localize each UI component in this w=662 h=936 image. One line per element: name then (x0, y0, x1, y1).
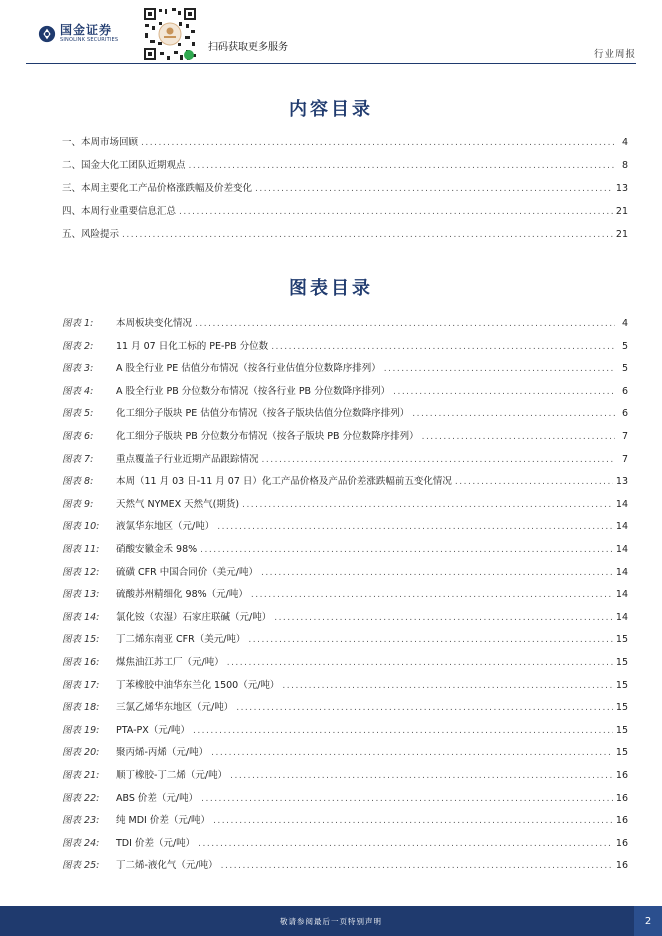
qr-caption: 扫码获取更多服务 (208, 42, 288, 53)
leader-dots (248, 635, 612, 645)
figure-entry-label: 图表 24: (62, 837, 100, 849)
figure-entry-page: 15 (615, 747, 628, 759)
figure-entry[interactable] (62, 654, 628, 668)
figure-entry[interactable] (62, 767, 628, 781)
brand-name-en: SINOLINK SECURITIES (60, 37, 119, 43)
figure-entry[interactable] (62, 699, 628, 713)
figure-entry-page: 16 (615, 815, 628, 827)
leader-dots (200, 545, 613, 555)
figure-entry-label: 图表 6: (62, 431, 94, 442)
figure-entry-label: 图表 7: (62, 453, 94, 465)
leader-dots (455, 477, 613, 487)
figure-entry-title: 11 月 07 日化工标的 PE-PB 分位数 (116, 340, 269, 352)
toc-entry[interactable] (62, 180, 628, 194)
toc-entry[interactable] (62, 226, 628, 240)
leader-dots (230, 771, 613, 781)
figure-entry[interactable] (62, 473, 628, 487)
figure-entry[interactable] (62, 360, 628, 374)
figure-entry-page: 14 (615, 566, 628, 578)
figure-entry-title: 顺丁橡胶-丁二烯（元/吨） (116, 770, 228, 781)
leader-dots (393, 387, 615, 397)
figure-entry-label: 图表 13: (62, 589, 100, 601)
figure-entry-title: 硝酸安徽金禾 98% (116, 544, 198, 555)
brand-name-cn: 国金证券 (60, 23, 113, 37)
figure-entry[interactable] (62, 383, 628, 397)
figure-entry-title: A 股全行业 PB 分位数分布情况（按各行业 PB 分位数降序排列） (116, 385, 391, 397)
figure-entry-page: 14 (615, 611, 628, 623)
figure-entry-page: 5 (621, 363, 628, 375)
leader-dots (221, 861, 613, 871)
leader-dots (189, 161, 615, 171)
figure-entry-title: 丁苯橡胶中油华东兰化 1500（元/吨） (116, 679, 280, 691)
figure-entry-page: 16 (615, 860, 628, 872)
leader-dots (261, 568, 613, 578)
figure-entry-label: 图表 14: (62, 611, 100, 623)
figure-entry[interactable] (62, 857, 628, 871)
leader-dots (384, 364, 615, 374)
figure-entry-page: 15 (615, 679, 628, 691)
figure-entry-page: 16 (615, 770, 628, 781)
header-divider (26, 63, 636, 64)
figure-entry-label: 图表 20: (62, 747, 100, 759)
figure-entry-title: 化工细分子版块 PE 估值分布情况（按各子版块估值分位数降序排列） (116, 408, 410, 420)
figure-entry[interactable] (62, 451, 628, 465)
figure-entry[interactable] (62, 835, 628, 849)
toc-entry-page: 21 (615, 206, 628, 217)
leader-dots (141, 138, 615, 148)
figure-entry-title: 煤焦油江苏工厂（元/吨） (116, 657, 224, 668)
figure-entry[interactable] (62, 609, 628, 623)
figure-entry[interactable] (62, 586, 628, 600)
figure-entry-page: 7 (621, 453, 628, 465)
figure-entry-page: 14 (615, 544, 628, 555)
figure-entry-title: PTA-PX（元/吨） (116, 724, 190, 736)
figure-entry-page: 6 (621, 408, 628, 420)
logo-mark-icon (38, 25, 56, 43)
figure-entry-label: 图表 15: (62, 634, 100, 646)
leader-dots (195, 319, 615, 329)
toc-title: 内容目录 (289, 99, 373, 120)
figure-entry-label: 图表 9: (62, 498, 94, 510)
figure-entry-title: 纯 MDI 价差（元/吨） (116, 815, 211, 827)
leader-dots (255, 184, 613, 194)
qr-code-icon[interactable] (142, 6, 198, 62)
figure-entry-page: 7 (621, 431, 628, 442)
figure-entry-page: 14 (615, 521, 628, 533)
figure-entry-label: 图表 1: (62, 318, 94, 329)
figure-entry-page: 15 (615, 702, 628, 714)
figure-entry-title: 本周（11 月 03 日-11 月 07 日）化工产品价格及产品价差涨跌幅前五变化情况 (116, 476, 452, 488)
figure-entry-page: 15 (615, 657, 628, 668)
figure-entry-label: 图表 2: (62, 340, 94, 352)
leader-dots (271, 342, 615, 352)
figure-entry-title: 聚丙烯-丙烯（元/吨） (116, 747, 209, 759)
leader-dots (193, 726, 613, 736)
figure-entry[interactable] (62, 722, 628, 736)
leader-dots (242, 500, 613, 510)
leader-dots (198, 839, 613, 849)
toc-entry-label: 二、国金大化工团队近期观点 (62, 160, 186, 171)
figure-entry-title: A 股全行业 PE 估值分布情况（按各行业估值分位数降序排列） (116, 363, 381, 375)
figure-entry-label: 图表 16: (62, 657, 100, 668)
leader-dots (122, 230, 613, 240)
figure-entry[interactable] (62, 812, 628, 826)
leader-dots (274, 613, 613, 623)
company-logo (38, 24, 118, 43)
leader-dots (262, 455, 615, 465)
footer-disclaimer: 敬请参阅最后一页特别声明 (280, 917, 382, 926)
toc-entry-label: 一、本周市场回顾 (62, 137, 139, 148)
figure-entry-label: 图表 21: (62, 770, 100, 781)
figure-entry[interactable] (62, 541, 628, 555)
figure-entry[interactable] (62, 564, 628, 578)
leader-dots (217, 522, 613, 532)
page-number: 2 (634, 906, 662, 936)
figure-entry[interactable] (62, 518, 628, 532)
figure-entry-title: 天然气 NYMEX 天然气(期货) (116, 498, 240, 510)
figure-entry[interactable] (62, 496, 628, 510)
figure-entry[interactable] (62, 631, 628, 645)
figure-entry[interactable] (62, 338, 628, 352)
figure-entry-label: 图表 4: (62, 385, 94, 397)
figure-entry-title: 丁二烯-液化气（元/吨） (116, 860, 218, 872)
figure-entry-page: 16 (615, 792, 628, 804)
figure-entry-page: 5 (621, 340, 628, 352)
toc-entry-page: 8 (621, 160, 628, 171)
figure-entry-page: 6 (621, 385, 628, 397)
leader-dots (282, 681, 613, 691)
leader-dots (422, 432, 615, 442)
figure-entry-label: 图表 12: (62, 566, 100, 578)
leader-dots (236, 703, 613, 713)
document-type: 行业周报 (593, 49, 636, 60)
toc-entry-page: 4 (621, 137, 628, 148)
toc-entry-label: 四、本周行业重要信息汇总 (62, 206, 177, 217)
figure-entry-label: 图表 19: (62, 724, 100, 736)
figure-entry-label: 图表 18: (62, 702, 100, 714)
figure-entry-title: 硫磺 CFR 中国合同价（美元/吨） (116, 566, 258, 578)
leader-dots (251, 590, 613, 600)
figure-entry-title: 三氯乙烯华东地区（元/吨） (116, 702, 234, 714)
figure-entry-title: 硫酸苏州精细化 98%（元/吨） (116, 589, 248, 601)
figure-entry[interactable] (62, 790, 628, 804)
page-header (0, 0, 662, 64)
figure-entry-label: 图表 11: (62, 544, 100, 555)
figures-title: 图表目录 (289, 278, 373, 299)
figure-entry[interactable] (62, 428, 628, 442)
figure-entry-label: 图表 23: (62, 815, 100, 827)
figure-entry-page: 14 (615, 498, 628, 510)
leader-dots (412, 409, 615, 419)
figure-entry[interactable] (62, 315, 628, 329)
figure-entry-label: 图表 8: (62, 476, 94, 488)
figure-entry-title: TDI 价差（元/吨） (116, 837, 196, 849)
leader-dots (227, 658, 613, 668)
figure-entry-label: 图表 5: (62, 408, 94, 420)
figure-entry-page: 4 (621, 318, 628, 329)
figure-entry-page: 14 (615, 589, 628, 601)
figure-entry-title: 本周板块变化情况 (116, 318, 193, 329)
leader-dots (201, 794, 613, 804)
toc-entry-page: 13 (615, 183, 628, 194)
figure-entry-title: 重点覆盖子行业近期产品跟踪情况 (116, 453, 259, 465)
figure-entry-page: 13 (615, 476, 628, 488)
figure-entry[interactable] (62, 744, 628, 758)
figure-entry-label: 图表 10: (62, 521, 100, 533)
figure-entry-page: 15 (615, 724, 628, 736)
leader-dots (179, 207, 613, 217)
toc-entry[interactable] (62, 134, 628, 148)
figure-entry-label: 图表 22: (62, 792, 100, 804)
leader-dots (211, 748, 613, 758)
figure-entry-label: 图表 17: (62, 679, 100, 691)
figure-entry-label: 图表 3: (62, 363, 94, 375)
figure-entry-title: ABS 价差（元/吨） (116, 792, 199, 804)
figure-entry-title: 丁二烯东南亚 CFR（美元/吨） (116, 634, 246, 646)
figure-entry-title: 氯化铵（农湿）石家庄联碱（元/吨） (116, 611, 272, 623)
toc-entry[interactable] (62, 203, 628, 217)
figure-entry-page: 16 (615, 837, 628, 849)
toc-entry-label: 五、风险提示 (62, 229, 120, 240)
toc-entry-label: 三、本周主要化工产品价格涨跌幅及价差变化 (62, 183, 253, 194)
figure-entry[interactable] (62, 677, 628, 691)
toc-entry[interactable] (62, 157, 628, 171)
toc-entry-page: 21 (615, 229, 628, 240)
figure-entry-page: 15 (615, 634, 628, 646)
figure-entry-title: 化工细分子版块 PB 分位数分布情况（按各子版块 PB 分位数降序排列） (116, 431, 419, 442)
figure-entry[interactable] (62, 405, 628, 419)
figure-entry-label: 图表 25: (62, 860, 100, 872)
figure-entry-title: 液氯华东地区（元/吨） (116, 521, 215, 533)
leader-dots (213, 816, 613, 826)
